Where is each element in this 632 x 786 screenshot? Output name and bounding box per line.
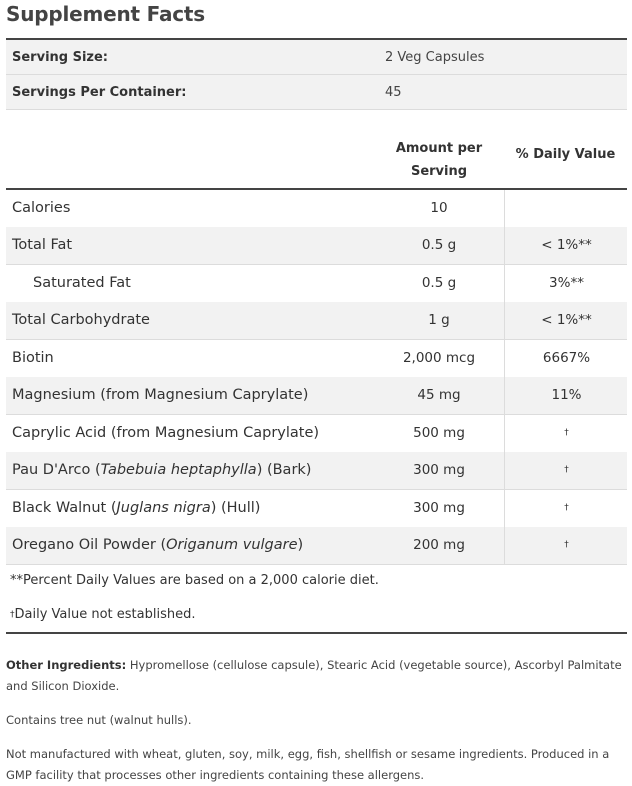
nutrient-row [6,415,627,453]
nutrient-name [12,452,311,489]
table-header [6,127,627,190]
allergen-note: Contains tree nut (walnut hulls). [6,713,192,727]
nutrient-amount: 300 mg [413,462,465,478]
nutrient-row [6,377,627,415]
nutrient-row [6,452,627,490]
nutrient-row [6,190,627,228]
servings-per-container-row [6,75,627,110]
nutrient-latin-name: Juglans nigra [116,500,211,516]
amount-per-serving-header [384,137,494,183]
nutrient-daily-value: 6667% [504,340,628,377]
nutrient-row [6,340,627,378]
nutrient-amount: 0.5 g [421,237,457,253]
nutrient-name: Total Carbohydrate [12,312,150,328]
nutrient-daily-value: † [504,415,628,452]
serving-size-value: 2 Veg Capsules [385,49,485,65]
dagger-footnote-text: Daily Value not established. [14,607,196,622]
nutrient-name: Caprylic Acid (from Magnesium Caprylate) [12,425,320,441]
nutrient-name: Calories [12,200,71,216]
nutrient-daily-value: 11% [504,377,628,414]
other-ingredients-text: Hypromellose (cellulose capsule), Stearic Acid (vegetable source), Ascorbyl Palmitate and Silicon Dioxide. [6,658,622,693]
nutrient-row [6,227,627,265]
panel-title: Supplement Facts [6,2,205,26]
nutrient-row [6,490,627,528]
nutrient-name: Biotin [12,350,54,366]
amount-header-line1: Amount per [395,141,483,156]
bottom-rule [6,632,627,634]
daily-value-header: % Daily Value [515,147,616,162]
dagger-symbol: † [10,610,15,620]
serving-size-row [6,40,627,75]
nutrient-name-post: ) [297,537,304,553]
nutrient-daily-value [504,190,628,227]
nutrient-latin-name: Tabebuia heptaphylla [100,462,257,478]
nutrient-name-pre: Black Walnut ( [12,500,117,516]
nutrient-name-post: ) (Bark) [256,462,312,478]
nutrient-amount: 45 mg [417,387,461,403]
nutrient-daily-value: < 1%** [504,227,628,264]
nutrient-latin-name: Origanum vulgare [166,537,298,553]
nutrient-name-pre: Oregano Oil Powder ( [12,537,167,553]
nutrient-name-pre: Pau D'Arco ( [12,462,101,478]
nutrient-amount: 200 mg [413,537,465,553]
nutrient-name [12,527,303,564]
nutrient-name: Magnesium (from Magnesium Caprylate) [12,387,309,403]
serving-size-label: Serving Size: [12,49,109,65]
nutrient-amount: 500 mg [413,425,465,441]
nutrient-name: Saturated Fat [33,275,131,291]
nutrient-row [6,265,627,303]
servings-per-container-label: Servings Per Container: [12,84,187,100]
nutrient-amount: 300 mg [413,500,465,516]
other-ingredients [6,655,626,697]
servings-per-container-value: 45 [385,84,402,100]
nutrient-row [6,302,627,340]
nutrient-daily-value: < 1%** [504,302,628,339]
nutrient-amount: 0.5 g [421,275,457,291]
dagger-footnote [10,607,195,622]
nutrient-amount: 2,000 mcg [402,350,476,366]
amount-header-line2: Serving [410,164,468,179]
nutrient-amount: 1 g [428,312,450,328]
nutrient-name-post: ) (Hull) [210,500,261,516]
nutrient-name [12,490,260,527]
nutrient-daily-value: † [504,490,628,527]
nutrient-daily-value: 3%** [504,265,628,302]
nutrient-daily-value: † [504,527,628,564]
percent-dv-footnote: **Percent Daily Values are based on a 2,000 calorie diet. [10,573,379,588]
other-ingredients-label: Other Ingredients: [6,658,127,672]
manufacturing-note: Not manufactured with wheat, gluten, soy, milk, egg, fish, shellfish or sesame ingredients. Produced in a GMP facility that processes other ingredients containing these allergens. [6,747,610,782]
nutrient-amount: 10 [430,200,448,216]
nutrient-daily-value: † [504,452,628,489]
nutrient-row [6,527,627,565]
nutrient-name: Total Fat [12,237,73,253]
